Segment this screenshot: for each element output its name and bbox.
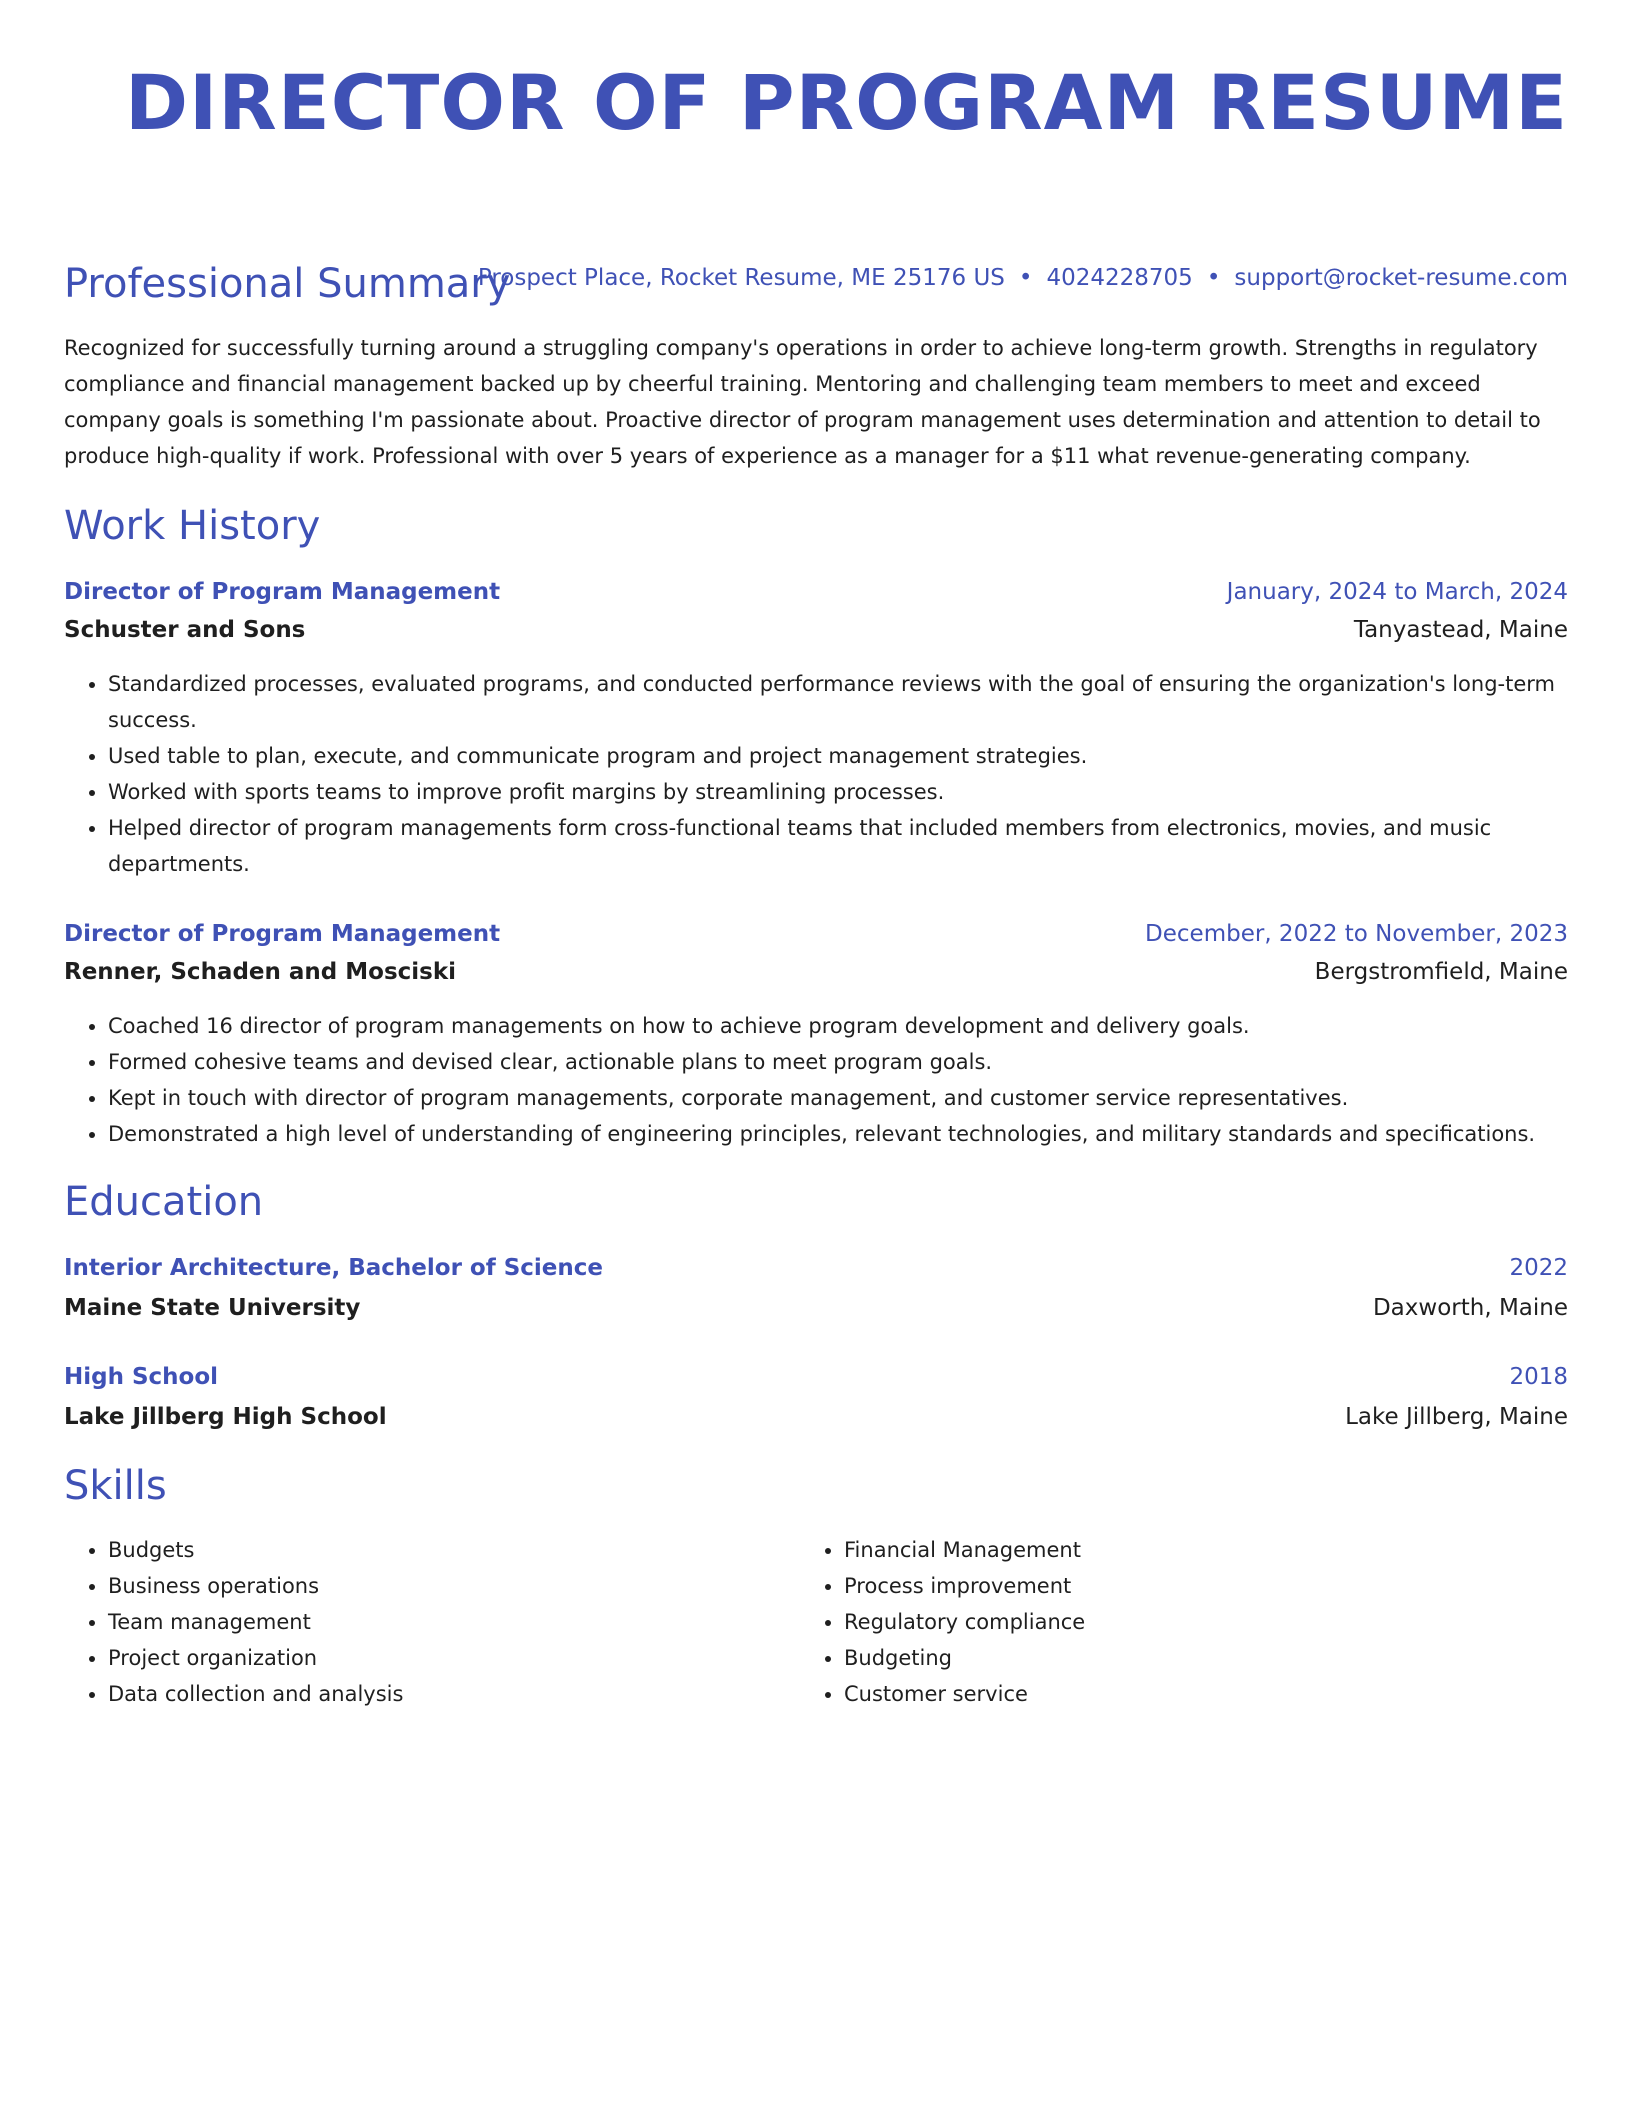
work-history-heading: Work History <box>64 503 321 549</box>
job-subheader <box>64 614 1568 646</box>
list-item: • Budgeting <box>844 1640 1480 1676</box>
summary-heading: Professional Summary <box>64 261 511 307</box>
education-subheader <box>64 1292 1568 1324</box>
job-location: Bergstromfield, Maine <box>1314 959 1568 985</box>
list-item: • Customer service <box>844 1676 1480 1712</box>
list-item: • Financial Management <box>844 1532 1480 1568</box>
list-item: • Coached 16 director of program managements on how to achieve program development and delivery goals. <box>108 1008 1568 1044</box>
contact-email: support@rocket-resume.com <box>1234 265 1568 291</box>
contact-phone: 4024228705 <box>1046 265 1193 291</box>
list-item: • Budgets <box>108 1532 744 1568</box>
job-subheader <box>64 956 1568 988</box>
list-item: • Helped director of program managements form cross-functional teams that included members from electronics, movies, and music departments. <box>108 810 1568 882</box>
skills-list-left <box>64 1532 744 1712</box>
job-header <box>64 576 1568 608</box>
education-school: Lake Jillberg High School <box>64 1404 387 1430</box>
education-degree: Interior Architecture, Bachelor of Science <box>64 1255 604 1281</box>
list-item: • Data collection and analysis <box>108 1676 744 1712</box>
list-item: • Regulatory compliance <box>844 1604 1480 1640</box>
list-item: • Worked with sports teams to improve profit margins by streamlining processes. <box>108 774 1568 810</box>
job-bullets <box>64 1008 1568 1152</box>
list-item: • Formed cohesive teams and devised clear, actionable plans to meet program goals. <box>108 1044 1568 1080</box>
contact-separator: • <box>1018 265 1033 291</box>
job-bullets <box>64 666 1568 882</box>
education-year: 2022 <box>1509 1255 1568 1281</box>
list-item: • Used table to plan, execute, and communicate program and project management strategies. <box>108 738 1568 774</box>
education-location: Daxworth, Maine <box>1372 1295 1568 1321</box>
job-location: Tanyastead, Maine <box>1353 617 1568 643</box>
education-header <box>64 1361 1568 1393</box>
education-header <box>64 1252 1568 1284</box>
contact-address: Prospect Place, Rocket Resume, ME 25176 US <box>477 265 1005 291</box>
education-school: Maine State University <box>64 1295 361 1321</box>
resume-title: DIRECTOR OF PROGRAM RESUME <box>124 58 1568 147</box>
job-dates: January, 2024 to March, 2024 <box>1226 579 1568 605</box>
list-item: • Kept in touch with director of program managements, corporate management, and customer service representatives. <box>108 1080 1568 1116</box>
contact-separator: • <box>1206 265 1221 291</box>
list-item: • Demonstrated a high level of understanding of engineering principles, relevant technologies, and military standards and specifications. <box>108 1116 1568 1152</box>
education-location: Lake Jillberg, Maine <box>1345 1404 1568 1430</box>
list-item: • Team management <box>108 1604 744 1640</box>
job-title: Director of Program Management <box>64 579 501 605</box>
list-item: • Process improvement <box>844 1568 1480 1604</box>
job-title: Director of Program Management <box>64 921 501 947</box>
list-item: • Standardized processes, evaluated programs, and conducted performance reviews with the goal of ensuring the organization's long-term success. <box>108 666 1568 738</box>
contact-line <box>478 262 1568 294</box>
job-header <box>64 918 1568 950</box>
education-degree: High School <box>64 1364 219 1390</box>
skills-heading: Skills <box>64 1463 167 1509</box>
skills-list-right <box>800 1532 1480 1712</box>
job-company: Schuster and Sons <box>64 617 306 643</box>
list-item: • Project organization <box>108 1640 744 1676</box>
job-company: Renner, Schaden and Mosciski <box>64 959 457 985</box>
education-heading: Education <box>64 1179 264 1225</box>
job-dates: December, 2022 to November, 2023 <box>1145 921 1568 947</box>
summary-text: Recognized for successfully turning around a struggling company's operations in order to achieve long-term growth. Strengths in regulatory compliance and financial management backed up by cheerful training. Mentoring and challenging team members to meet and exceed company goals is something I'm passionate about. Proactive director of program management uses determination and attention to detail to produce high-quality if work. Professional with over 5 years of experience as a manager for a $11 what revenue-generating company. <box>64 336 1541 468</box>
education-subheader <box>64 1401 1568 1433</box>
list-item: • Business operations <box>108 1568 744 1604</box>
education-year: 2018 <box>1509 1364 1568 1390</box>
